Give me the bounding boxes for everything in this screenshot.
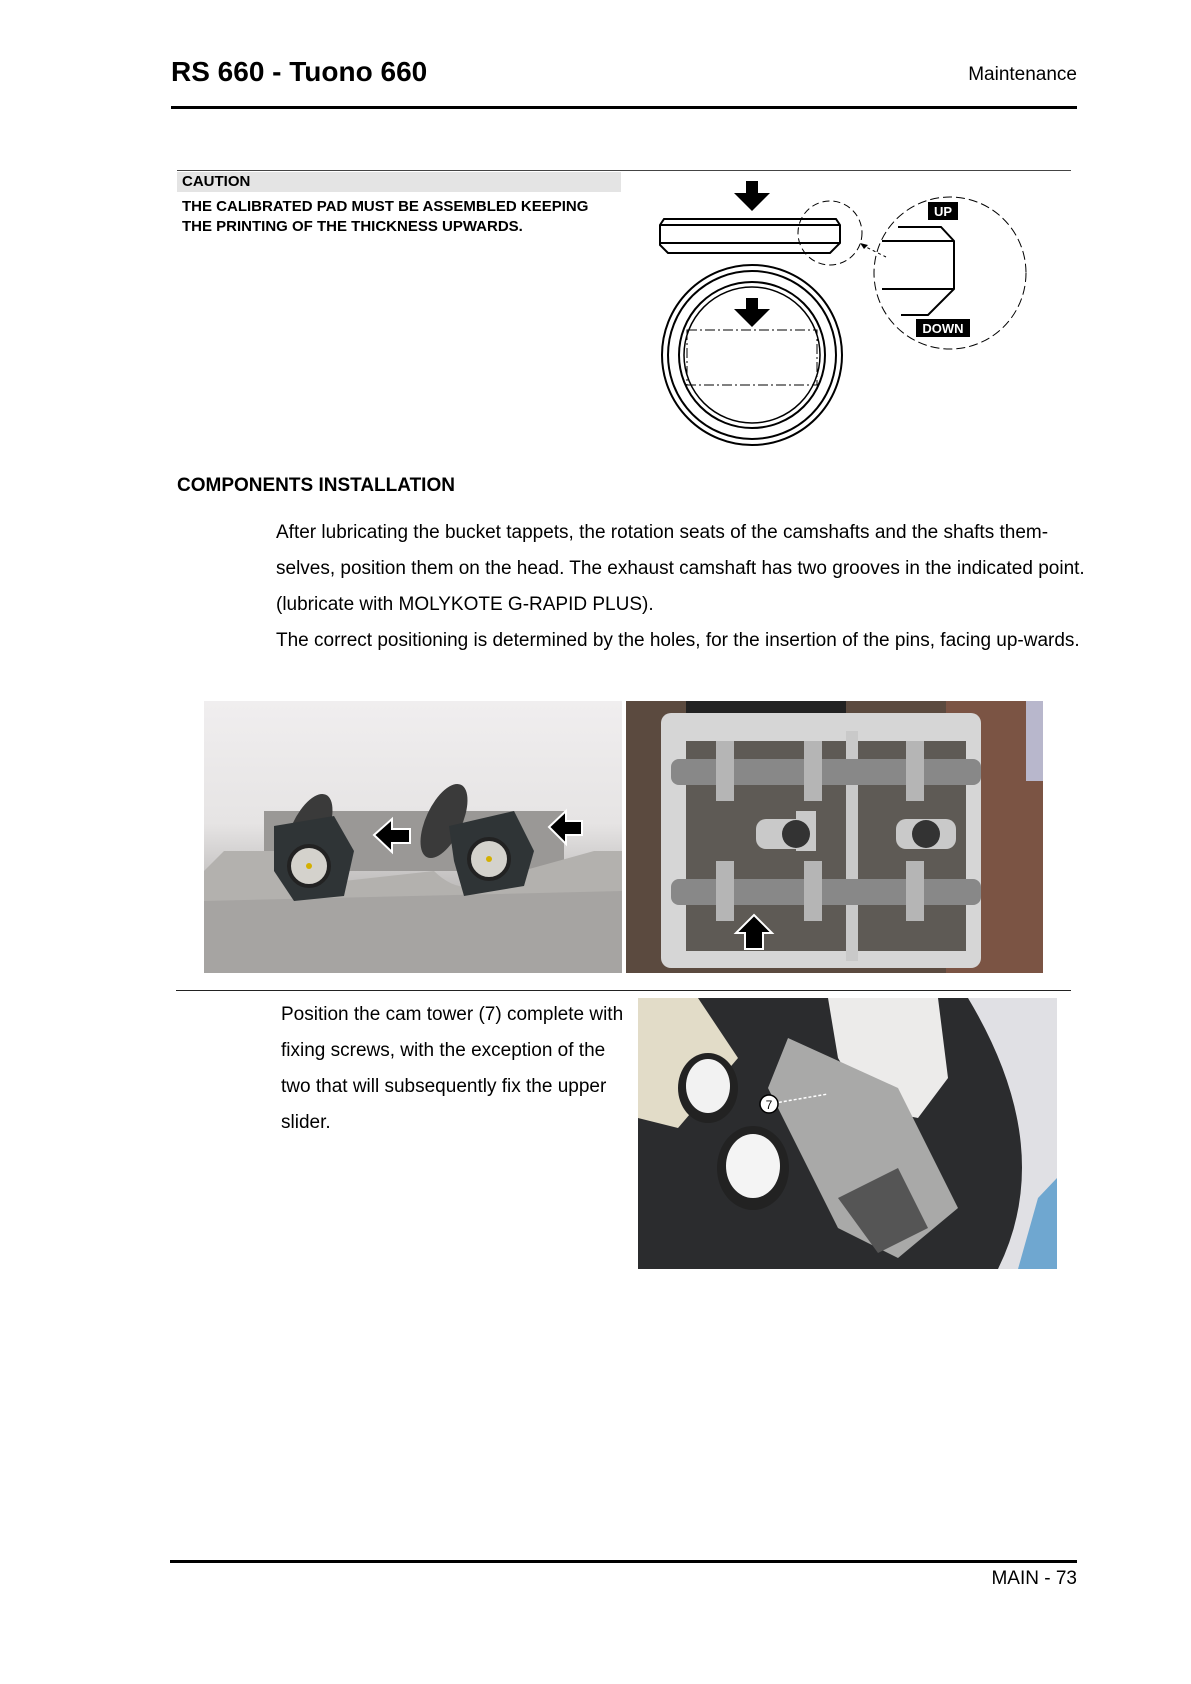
page-number: MAIN - 73 (991, 1568, 1077, 1589)
magnified-edge-profile (882, 227, 954, 315)
cylinder-head-photo (204, 701, 622, 973)
detail-marker-circle (798, 201, 862, 265)
up-label: UP (933, 204, 953, 219)
caution-label: CAUTION (182, 173, 251, 190)
down-arrow-icon (734, 298, 770, 327)
up-label-box (928, 202, 958, 220)
pad-side-view (660, 219, 840, 253)
instruction-paragraph: The correct positioning is determined by the holes, for the insertion of the pins, facing up-wards. (276, 630, 1080, 651)
calibrated-pad-diagram (650, 175, 1050, 460)
caution-text (182, 197, 632, 237)
step-divider (176, 990, 1071, 991)
instruction-paragraph: After lubricating the bucket tappets, the rotation seats of the camshafts and the shafts them-selves, position them on the head. The exhaust camshaft has two grooves in the indicated point. (lubricate with MOLYKOTE G-RAPID PLUS). (276, 522, 1085, 615)
pad-top-view (662, 265, 842, 445)
section-name: Maintenance (968, 64, 1077, 85)
step-instruction: Position the cam tower (7) complete with fixing screws, with the exception of the two that will subsequently fix the upper slider. (281, 1004, 624, 1133)
cam-tower-photo (638, 998, 1057, 1269)
header-rule (171, 106, 1077, 109)
footer-rule (170, 1560, 1077, 1563)
caution-top-rule (177, 170, 1071, 171)
callout-number: 7 (765, 1098, 773, 1112)
down-arrow-icon (734, 181, 770, 211)
document-title: RS 660 - Tuono 660 (171, 56, 428, 87)
leader-arrow-icon (860, 243, 868, 249)
caution-line: THE PRINTING OF THE THICKNESS UPWARDS. (182, 218, 523, 235)
down-label-box (916, 319, 970, 337)
camshafts-top-view-photo (626, 701, 1043, 973)
installation-instructions (276, 515, 1086, 659)
section-heading: COMPONENTS INSTALLATION (177, 475, 455, 496)
caution-line: THE CALIBRATED PAD MUST BE ASSEMBLED KEEPING (182, 198, 589, 215)
down-label: DOWN (922, 321, 964, 336)
